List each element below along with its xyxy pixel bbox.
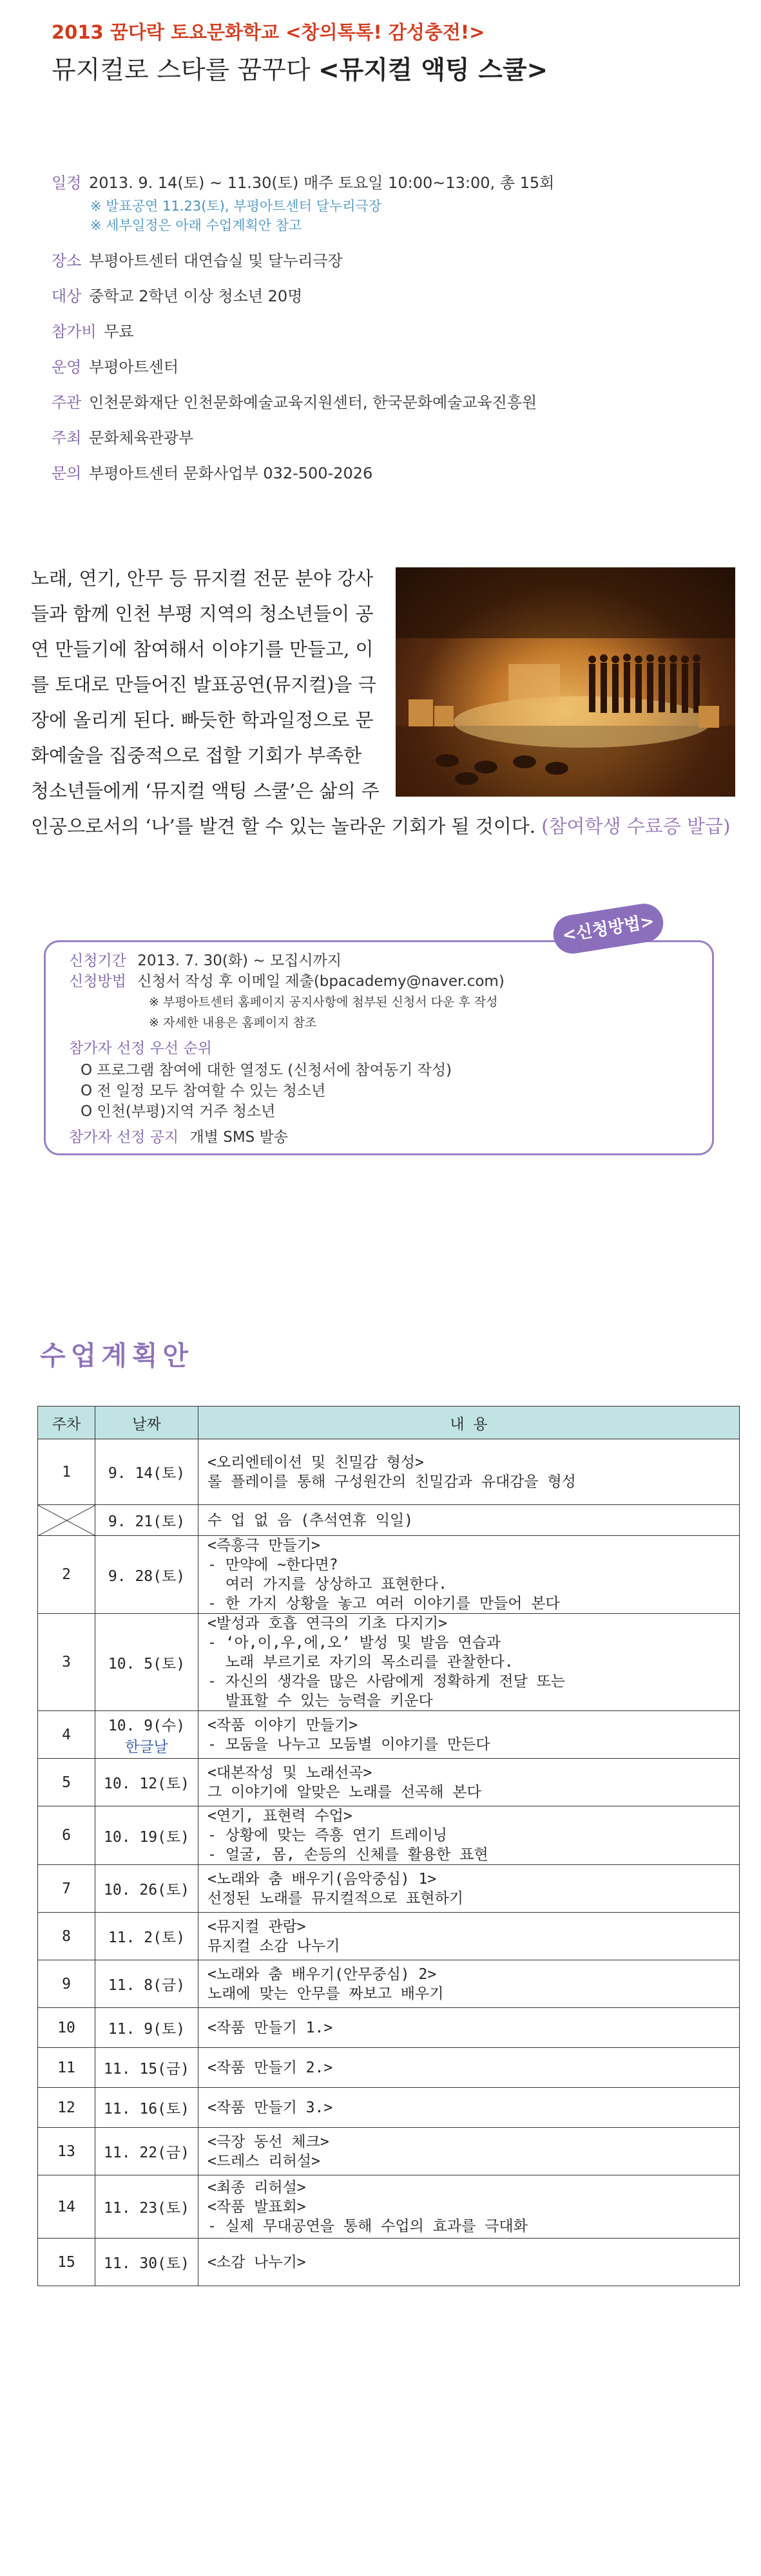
schedule-value: 2013. 9. 14(토) ~ 11.30(토) 매주 토요일 10:00~13:00, 총 15회	[89, 174, 555, 192]
week-cell: 15	[38, 2239, 95, 2286]
week-cell: 11	[38, 2048, 95, 2088]
table-row	[38, 1711, 740, 1759]
host-label: 주최	[52, 429, 82, 447]
info-block	[52, 173, 728, 498]
content-line: 여러 가지를 상상하고 표현한다.	[207, 1576, 447, 1593]
fee-row	[52, 321, 728, 343]
date-text: 11. 9(토)	[108, 2021, 186, 2038]
operation-label: 운영	[52, 358, 82, 376]
priority-item: O 전 일정 모두 참여할 수 있는 청소년	[81, 1083, 326, 1099]
application-tag: <신청방법>	[550, 901, 666, 956]
date-cell	[95, 1536, 198, 1614]
content-line: <최종 리허설>	[207, 2179, 306, 2196]
organizer-row	[52, 392, 728, 413]
table-row	[38, 2239, 740, 2286]
date-cell	[95, 2048, 198, 2088]
selection-notice-label: 참가자 선정 공지	[69, 1129, 179, 1146]
selection-notice-row	[69, 1127, 688, 1148]
date-cell	[95, 1759, 198, 1806]
priority-label: 참가자 선정 우선 순위	[69, 1040, 212, 1057]
contact-value: 부평아트센터 문화사업부 032-500-2026	[89, 464, 373, 482]
application-method-value: 신청서 작성 후 이메일 제출(bpacademy@naver.com)	[137, 973, 505, 990]
content-line: 롤 플레이를 통해 구성원간의 친밀감과 유대감을 형성	[207, 1473, 576, 1490]
content-line: <작품 만들기 2.>	[207, 2059, 333, 2076]
table-row	[38, 1865, 740, 1913]
table-row	[38, 1806, 740, 1865]
content-line: - 모둠을 나누고 모둠별 이야기를 만든다	[207, 1736, 490, 1753]
schedule-row	[52, 173, 728, 194]
content-line: - 자신의 생각을 많은 사람에게 정확하게 전달 또는	[207, 1673, 566, 1690]
content-line: <작품 만들기 3.>	[207, 2099, 333, 2116]
date-text: 9. 28(토)	[108, 1567, 186, 1585]
fee-label: 참가비	[52, 323, 97, 341]
content-cell	[198, 2048, 740, 2088]
application-period-row	[69, 951, 688, 971]
week-cell: 9	[38, 1960, 95, 2008]
schedule-notes	[52, 196, 728, 235]
program-description	[31, 561, 733, 844]
class-plan-title: 수업계획안	[40, 1340, 194, 1371]
date-cell	[95, 1913, 198, 1960]
content-line: <발성과 호흡 연극의 기초 다지기>	[207, 1615, 447, 1632]
content-line: <작품 발표회>	[207, 2198, 306, 2215]
content-line: <드레스 리허설>	[207, 2152, 320, 2170]
date-text: 11. 30(토)	[104, 2255, 189, 2272]
organizer-value: 인천문화재단 인천문화예술교육지원센터, 한국문화예술교육진흥원	[89, 393, 537, 412]
operation-value: 부평아트센터	[89, 358, 179, 376]
week-cell: 14	[38, 2175, 95, 2239]
week-cell: 12	[38, 2088, 95, 2128]
organizer-label: 주관	[52, 393, 82, 412]
table-row	[38, 2128, 740, 2175]
content-cell	[198, 2008, 740, 2048]
date-text: 9. 14(토)	[108, 1465, 186, 1482]
content-cell	[198, 1806, 740, 1865]
table-header-row	[38, 1406, 740, 1439]
table-row	[38, 2008, 740, 2048]
content-line: 노래에 맞는 안무를 짜보고 배우기	[207, 1985, 444, 2002]
table-row	[38, 1913, 740, 1960]
date-cell	[95, 2239, 198, 2286]
application-method-label: 신청방법	[69, 973, 126, 990]
class-plan-table	[37, 1406, 740, 2286]
content-cell	[198, 2088, 740, 2128]
date-text: 11. 22(금)	[104, 2145, 189, 2161]
certificate-note: (참여학생 수료증 발급)	[541, 815, 731, 837]
date-cell	[95, 1960, 198, 2008]
date-text: 10. 5(토)	[108, 1655, 186, 1672]
content-line: - 한 가지 상황을 놓고 여러 이야기를 만들어 본다	[207, 1595, 560, 1612]
application-method-note: ※ 자세한 내용은 홈페이지 참조	[149, 1016, 317, 1030]
content-cell	[198, 1505, 740, 1536]
place-row	[52, 251, 728, 272]
target-value: 중학교 2학년 이상 청소년 20명	[89, 287, 303, 305]
contact-label: 문의	[52, 464, 82, 482]
content-line: <대본작성 및 노래선곡>	[207, 1764, 372, 1781]
date-text: 10. 12(토)	[104, 1776, 189, 1792]
content-line: <뮤지컬 관람>	[207, 1918, 306, 1935]
target-label: 대상	[52, 287, 82, 305]
week-cell: 6	[38, 1806, 95, 1865]
date-cell	[95, 2128, 198, 2175]
place-label: 장소	[52, 252, 82, 270]
table-row	[38, 1536, 740, 1614]
date-cell	[95, 1505, 198, 1536]
application-period-label: 신청기간	[69, 952, 126, 969]
date-cell	[95, 1614, 198, 1711]
content-cell	[198, 2239, 740, 2286]
content-cell	[198, 1536, 740, 1614]
table-row	[38, 1614, 740, 1711]
content-cell	[198, 1913, 740, 1960]
date-text: 11. 2(토)	[108, 1929, 186, 1946]
column-header-content: 내 용	[198, 1406, 740, 1439]
table-row	[38, 1960, 740, 2008]
date-text: 9. 21(토)	[108, 1513, 186, 1530]
content-line: 노래 부르기로 자기의 목소리를 관찰한다.	[207, 1654, 514, 1671]
date-cell	[95, 1806, 198, 1865]
photo-spacer	[380, 561, 733, 791]
date-text: 11. 16(토)	[104, 2101, 189, 2117]
content-line: 발표할 수 있는 능력을 키운다	[207, 1692, 433, 1709]
content-cell	[198, 1759, 740, 1806]
schedule-label: 일정	[52, 174, 82, 192]
date-cell	[95, 2175, 198, 2239]
week-cell: 3	[38, 1614, 95, 1711]
content-line: <작품 이야기 만들기>	[207, 1716, 358, 1734]
program-subtitle: 2013 꿈다락 토요문화학교 <창의톡톡! 감성충전!>	[52, 21, 485, 43]
column-header-date: 날짜	[95, 1406, 198, 1439]
content-line: - ‘아,이,우,에,오’ 발성 및 발음 연습과	[207, 1634, 501, 1651]
table-row	[38, 1759, 740, 1806]
date-text: 10. 9(수)	[108, 1717, 186, 1734]
selection-notice-value: 개별 SMS 발송	[189, 1129, 289, 1146]
content-cell	[198, 1614, 740, 1711]
table-row	[38, 1439, 740, 1505]
date-text: 10. 19(토)	[104, 1828, 189, 1846]
table-row	[38, 2048, 740, 2088]
content-line: 뮤지컬 소감 나누기	[207, 1937, 340, 1955]
content-line: <연기, 표현력 수업>	[207, 1808, 352, 1824]
page-title	[52, 50, 548, 86]
content-line: - 실제 무대공연을 통해 수업의 효과를 극대화	[207, 2217, 528, 2235]
content-line: <작품 만들기 1.>	[207, 2019, 333, 2036]
column-header-week: 주차	[38, 1406, 95, 1439]
application-content	[69, 951, 688, 1148]
week-cell: 13	[38, 2128, 95, 2175]
fee-value: 무료	[104, 323, 134, 341]
date-cell	[95, 1711, 198, 1759]
host-value: 문화체육관광부	[89, 429, 194, 447]
week-cell: 10	[38, 2008, 95, 2048]
table-row	[38, 1505, 740, 1536]
table-row	[38, 2175, 740, 2239]
content-line: <극장 동선 체크>	[207, 2133, 329, 2150]
content-line: - 얼굴, 몸, 손등의 신체를 활용한 표현	[207, 1846, 488, 1863]
week-cell: 5	[38, 1759, 95, 1806]
title-prefix: 뮤지컬로 스타를 꿈꾸다	[52, 56, 311, 85]
week-cell: 8	[38, 1913, 95, 1960]
content-line: 선정된 노래를 뮤지컬적으로 표현하기	[207, 1889, 464, 1907]
date-text: 11. 15(금)	[104, 2061, 189, 2078]
content-line: <노래와 춤 배우기(안무중심) 2>	[207, 1965, 437, 1983]
date-cell	[95, 1439, 198, 1505]
contact-row	[52, 463, 728, 484]
week-cell: 7	[38, 1865, 95, 1913]
title-main: <뮤지컬 액팅 스쿨>	[318, 56, 548, 85]
host-row	[52, 428, 728, 449]
week-cell: 4	[38, 1711, 95, 1759]
table-row	[38, 2088, 740, 2128]
class-plan-body	[38, 1439, 740, 2286]
date-cell	[95, 2008, 198, 2048]
operation-row	[52, 357, 728, 378]
schedule-note: ※ 발표공연 11.23(토), 부평아트센터 달누리극장	[90, 198, 382, 214]
application-method-row	[69, 971, 688, 992]
place-value: 부평아트센터 대연습실 및 달누리극장	[89, 252, 343, 270]
content-line: <즉흥극 만들기>	[207, 1537, 320, 1554]
content-line: - 상황에 맞는 즉흥 연기 트레이닝	[207, 1827, 447, 1844]
week-cell: 1	[38, 1439, 95, 1505]
application-method-note: ※ 부평아트센터 홈페이지 공지사항에 첨부된 신청서 다운 후 작성	[149, 995, 498, 1009]
content-cell	[198, 2175, 740, 2239]
application-period-value: 2013. 7. 30(화) ~ 모집시까지	[137, 952, 342, 969]
content-cell	[198, 1960, 740, 2008]
description-text: 노래, 연기, 안무 등 뮤지컬 전문 분야 강사들과 함께 인천 부평 지역의 청소년들이 공연 만들기에 참여해서 이야기를 만들고, 이를 토대로 만들어진 발표공연(뮤지컬)을 극장에 올리게 된다. 빠듯한 학과일정으로 문화예술을 집중적으로 접할 기회가 부족한 청소년들에게 ‘뮤지컬 액팅 스쿨’은 삶의 주인공으로서의 ‘나’를 발견 할 수 있는 놀라운 기회가 될 것이다.	[31, 567, 535, 837]
content-cell	[198, 1439, 740, 1505]
holiday-label: 한글날	[125, 1738, 168, 1756]
content-line: 그 이야기에 알맞은 노래를 선곡해 본다	[207, 1783, 481, 1801]
week-cell: 2	[38, 1536, 95, 1614]
content-line: - 만약에 ~한다면?	[207, 1557, 338, 1573]
schedule-note: ※ 세부일정은 아래 수업계획안 참고	[90, 218, 302, 233]
date-text: 11. 8(금)	[108, 1977, 186, 1994]
date-cell	[95, 2088, 198, 2128]
content-line: <소감 나누기>	[207, 2253, 306, 2271]
content-line: 수 업 없 음 (추석연휴 익일)	[207, 1511, 414, 1529]
date-text: 10. 26(토)	[104, 1882, 189, 1899]
content-line: <노래와 춤 배우기(음악중심) 1>	[207, 1870, 437, 1888]
priority-item: O 인천(부평)지역 거주 청소년	[81, 1103, 276, 1120]
week-cell	[38, 1505, 95, 1536]
priority-item: O 프로그램 참여에 대한 열정도 (신청서에 참여동기 작성)	[81, 1062, 452, 1079]
target-row	[52, 286, 728, 307]
date-cell	[95, 1865, 198, 1913]
content-cell	[198, 2128, 740, 2175]
content-cell	[198, 1711, 740, 1759]
content-cell	[198, 1865, 740, 1913]
date-text: 11. 23(토)	[104, 2200, 189, 2217]
content-line: <오리엔테이션 및 친밀감 형성>	[207, 1454, 424, 1471]
